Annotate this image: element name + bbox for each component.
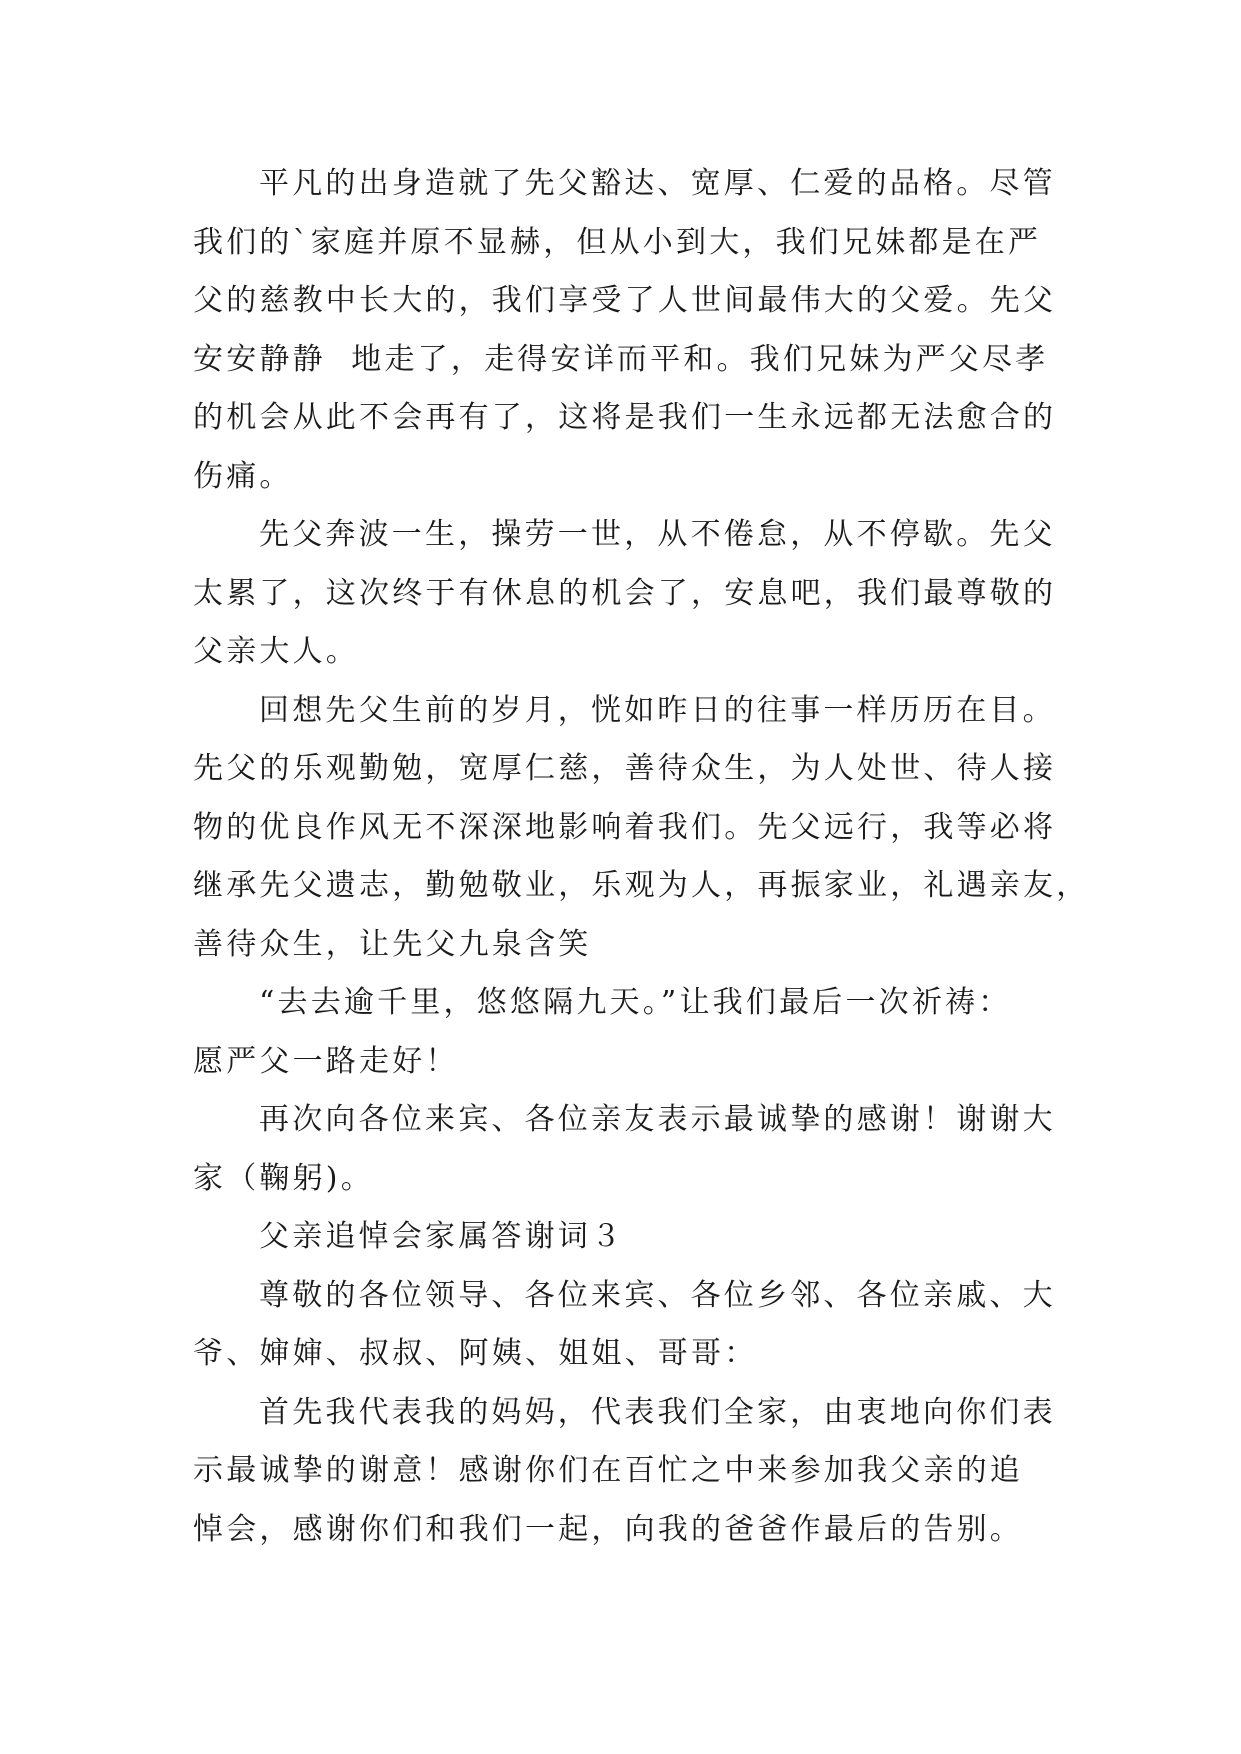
text-line: 先父的乐观勤勉，宽厚仁慈，善待众生，为人处世、待人接 <box>193 751 1057 786</box>
text-line: 首先我代表我的妈妈，代表我们全家，由衷地向你们表 <box>259 1394 1056 1430</box>
paragraph <box>193 1208 1055 1267</box>
paragraph <box>193 974 1055 1091</box>
paragraph <box>193 1384 1055 1560</box>
text-line: 尊敬的各位领导、各位来宾、各位乡邻、各位亲戚、大 <box>259 1277 1056 1313</box>
text-line: 爷、婶婶、叔叔、阿姨、姐姐、哥哥： <box>193 1336 758 1371</box>
text-line: 家（鞠躬)。 <box>193 1160 374 1196</box>
text-line: 平凡的出身造就了先父豁达、宽厚、仁爱的品格。尽管 <box>259 166 1056 201</box>
text-line: 悼会，感谢你们和我们一起，向我的爸爸作最后的告别。 <box>193 1511 1023 1547</box>
paragraph <box>193 155 1055 506</box>
text-line: “去去逾千里，悠悠隔九天。”让我们最后一次祈祷： <box>259 985 1012 1020</box>
paragraph <box>193 1267 1055 1384</box>
text-line: 父亲追悼会家属答谢词３ <box>259 1219 625 1254</box>
paragraph <box>193 1091 1055 1208</box>
text-line: 父的慈教中长大的，我们享受了人世间最伟大的父爱。先父 <box>193 283 1057 318</box>
text-line: 继承先父遗志，勤勉敬业，乐观为人，再振家业，礼遇亲友， <box>193 868 1090 903</box>
text-line: 善待众生，让先父九泉含笑 <box>193 926 592 962</box>
text-line: 愿严父一路走好！ <box>193 1043 459 1079</box>
text-line: 再次向各位来宾、各位亲友表示最诚挚的感谢！谢谢大 <box>259 1102 1056 1137</box>
text-line: 先父奔波一生，操劳一世，从不倦怠，从不停歇。先父 <box>259 517 1056 552</box>
text-line: 父亲大人。 <box>193 634 359 669</box>
text-line: 安安静静 地走了，走得安详而平和。我们兄妹为严父尽孝 <box>193 341 1049 377</box>
text-line: 太累了，这次终于有休息的机会了，安息吧，我们最尊敬的 <box>193 575 1057 611</box>
document-body <box>193 155 1090 1559</box>
text-line: 示最诚挚的谢意！感谢你们在百忙之中来参加我父亲的追 <box>193 1453 1023 1488</box>
text-line: 伤痛。 <box>193 458 293 494</box>
text-line: 我们的`家庭并原不显赫，但从小到大，我们兄妹都是在严 <box>193 224 1042 260</box>
text-line: 的机会从此不会再有了，这将是我们一生永远都无法愈合的 <box>193 400 1057 435</box>
text-line: 回想先父生前的岁月，恍如昨日的往事一样历历在目。 <box>259 692 1056 728</box>
text-line: 物的优良作风无不深深地影响着我们。先父远行，我等必将 <box>193 809 1057 845</box>
paragraph <box>193 506 1055 682</box>
paragraph <box>193 682 1090 975</box>
